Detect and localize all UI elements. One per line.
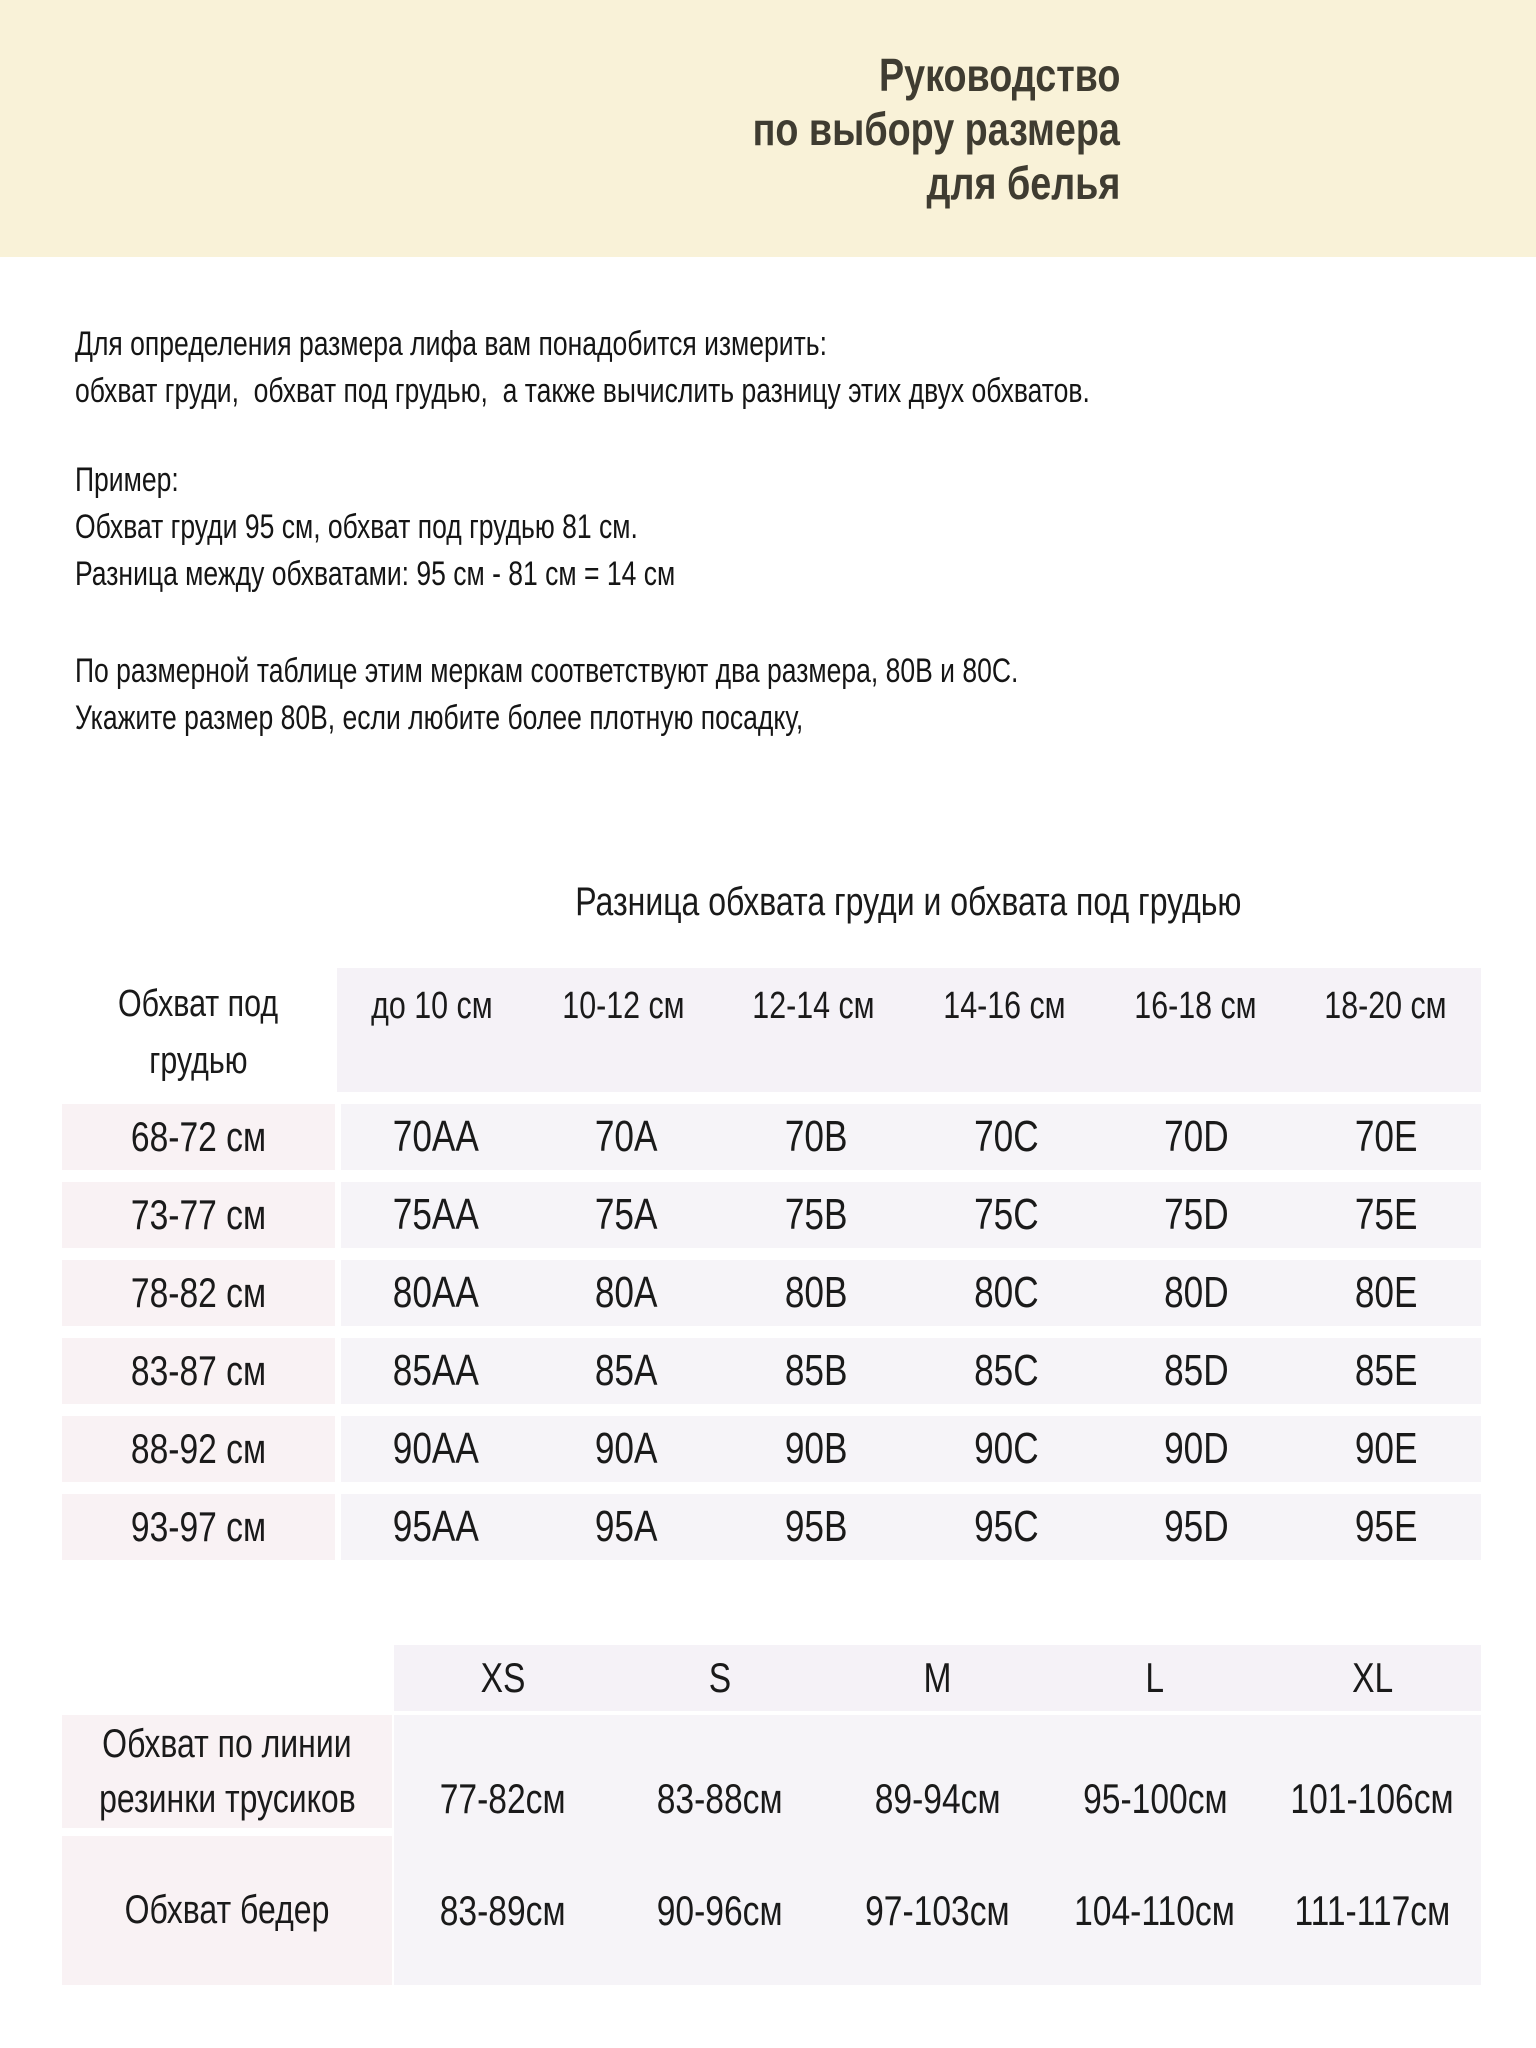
table-row [394,1775,1481,1821]
row-label-line: резинки трусиков [98,1776,356,1821]
row-header-line: Обхват под [118,983,279,1025]
table-row [341,1104,1481,1170]
table-row-label [62,1182,335,1248]
size-cell: 70C [973,1112,1039,1161]
row-label-text: 68-72 см [130,1113,267,1160]
size-cell: 75D [1163,1190,1229,1239]
table-row [341,1416,1481,1482]
size-cell: 95B [784,1502,848,1551]
size-cell: 90B [784,1424,848,1473]
note-line: По размерной таблице этим меркам соответствуют два размера, 80B и 80C. [75,652,1019,690]
column-header: 14-16 см [943,985,1066,1027]
table-row [394,1887,1481,1933]
page-title-line: по выбору размера [752,103,1120,155]
size-cell: 75A [594,1190,658,1239]
table-row-label [62,1494,335,1560]
size-cell: 90E [1354,1424,1418,1473]
size-cell: 70B [784,1112,848,1161]
column-header: XL [1351,1654,1393,1701]
size-cell: 80B [784,1268,848,1317]
row-label-text: 78-82 см [130,1269,267,1316]
row-label-line: Обхват по линии [102,1721,352,1766]
intro-paragraph [75,321,1376,415]
size-cell: 101-106см [1290,1775,1454,1822]
size-cell: 80A [594,1268,658,1317]
row-label-text: 83-87 см [130,1347,267,1394]
size-cell: 83-88см [657,1775,784,1822]
column-header: 12-14 см [752,985,875,1027]
size-cell: 111-117см [1294,1887,1451,1934]
intro-line: обхват груди, обхват под грудью, а также вычислить разницу этих двух обхватов. [75,372,1090,410]
table-row-label [62,1836,392,1985]
size-cell: 90-96см [657,1887,784,1934]
row-label-text: 73-77 см [130,1191,267,1238]
row-header-line: грудью [149,1040,248,1082]
table-row-label [62,1715,392,1828]
table-row [341,1494,1481,1560]
intro-line: Для определения размера лифа вам понадобится измерить: [75,325,827,363]
size-cell: 80E [1354,1268,1418,1317]
header-banner [0,0,1536,257]
size-cell: 95AA [392,1502,480,1551]
size-cell: 80D [1163,1268,1229,1317]
size-cell: 95-100см [1082,1775,1228,1822]
page-title-line: для белья [926,157,1120,209]
size-cell: 85C [973,1346,1039,1395]
column-header: 18-20 см [1324,985,1447,1027]
page-title-line: Руководство [878,49,1120,101]
size-cell: 85B [784,1346,848,1395]
size-cell: 85D [1163,1346,1229,1395]
example-line: Обхват груди 95 см, обхват под грудью 81 см. [75,508,638,546]
size-cell: 90D [1163,1424,1229,1473]
size-cell: 95C [973,1502,1039,1551]
example-paragraph [75,457,845,598]
panties-table-column-headers [394,1645,1481,1711]
column-header: до 10 см [371,985,494,1027]
table-row-label [62,1260,335,1326]
bra-table-title-text: Разница обхвата груди и обхвата под грудью [574,880,1242,924]
column-header: XS [480,1654,526,1701]
row-label-text: 88-92 см [130,1425,267,1472]
column-header: M [923,1654,952,1701]
size-cell: 75AA [392,1190,480,1239]
column-header: L [1145,1654,1165,1701]
size-cell: 75E [1354,1190,1418,1239]
note-line: Укажите размер 80B, если любите более плотную посадку, [75,699,804,737]
size-cell: 90C [973,1424,1039,1473]
bra-table-row-header [62,976,335,1090]
size-cell: 90AA [392,1424,480,1473]
table-row-label [62,1416,335,1482]
size-cell: 70D [1163,1112,1229,1161]
size-cell: 75C [973,1190,1039,1239]
panties-table-body [394,1715,1481,1985]
size-cell: 70A [594,1112,658,1161]
size-cell: 77-82см [439,1775,566,1822]
note-paragraph [75,648,1284,742]
size-cell: 85A [594,1346,658,1395]
size-cell: 80AA [392,1268,480,1317]
example-line: Разница между обхватами: 95 см - 81 см = 14 см [75,555,676,593]
size-cell: 95E [1354,1502,1418,1551]
size-cell: 80C [973,1268,1039,1317]
size-cell: 70AA [392,1112,480,1161]
bra-table-title [335,878,1481,926]
table-row-label [62,1338,335,1404]
column-header: 16-18 см [1133,985,1257,1027]
example-line: Пример: [75,461,179,499]
bra-table-column-headers [337,968,1481,1092]
table-row [341,1182,1481,1248]
page-title [672,48,1120,210]
size-cell: 70E [1354,1112,1418,1161]
size-cell: 97-103см [865,1887,1010,1934]
row-label-text: 93-97 см [130,1503,267,1550]
table-row-label [62,1104,335,1170]
size-cell: 85AA [392,1346,480,1395]
size-cell: 90A [594,1424,658,1473]
column-header: 10-12 см [561,985,685,1027]
size-cell: 104-110см [1074,1887,1236,1934]
size-cell: 75B [784,1190,848,1239]
row-label-line: Обхват бедер [124,1888,330,1932]
table-row [341,1338,1481,1404]
table-row [341,1260,1481,1326]
size-cell: 89-94см [874,1775,1001,1822]
size-cell: 95D [1163,1502,1229,1551]
size-cell: 85E [1354,1346,1418,1395]
column-header: S [708,1654,732,1701]
size-cell: 83-89см [439,1887,566,1934]
size-cell: 95A [594,1502,658,1551]
